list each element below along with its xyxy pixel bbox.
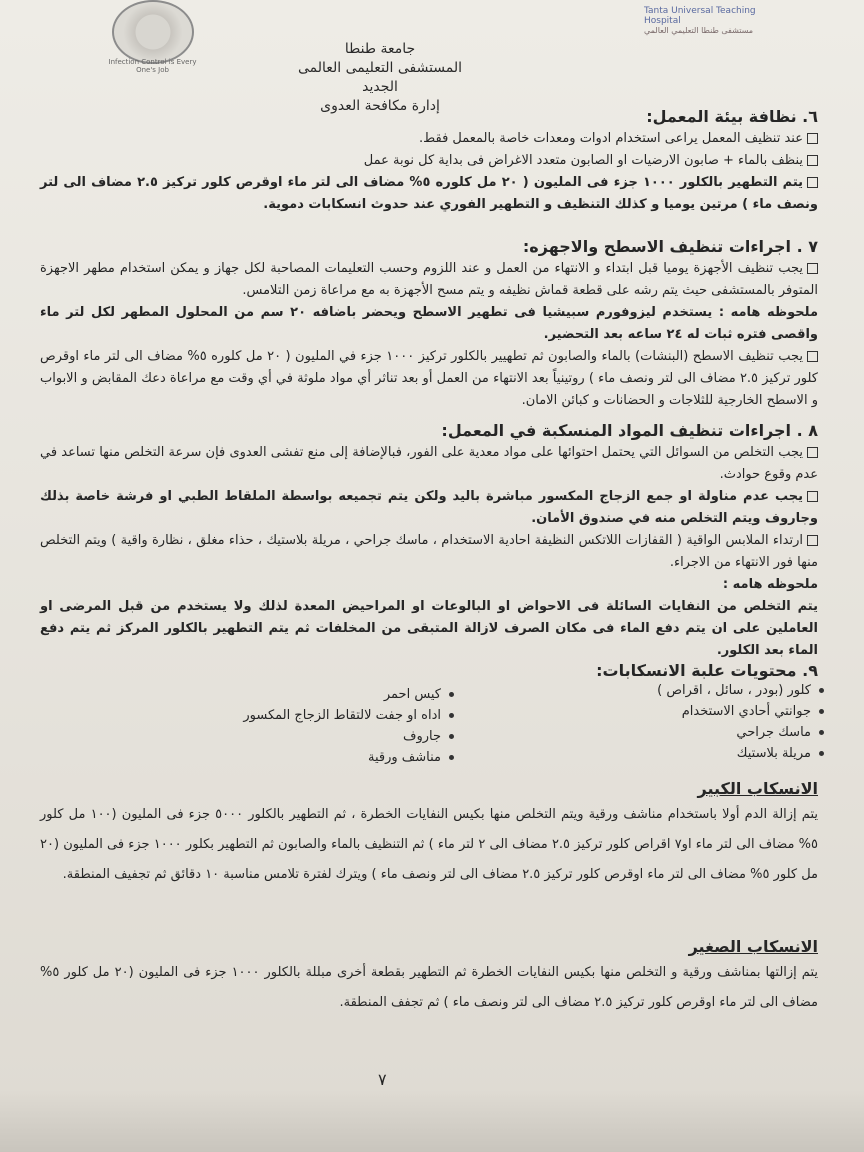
section-8-item-1: يجب التخلص من السوائل التي يحتمل احتوائها على مواد معدية على الفور، فبالإضافة إلى منع تفشى العدوى فإن سرعة التخلص منها تساعد في عدم وقوع حوادث.	[40, 445, 818, 482]
logo-line-2: مستشفى طنطا التعليمي العالمي	[644, 26, 754, 35]
bullet-icon	[449, 692, 454, 697]
hospital-name: المستشفى التعليمى العالمى الجديد	[297, 60, 463, 95]
page-number: ٧	[378, 1070, 387, 1089]
checkbox-icon	[807, 155, 818, 166]
section-7-item-1: يجب تنظيف الأجهزة يوميا قبل ابتداء و الانتهاء من العمل و عند اللزوم وحسب التعليمات المصاحبة لكل جهاز و يمكن استخدام مطهر الاجهزة المتوفر بالمستشفى حيث يتم رشه على قطعة قماش نظيفه و يتم مسح الأجهزة به مع مراعاة زمن التلامس.	[40, 261, 818, 298]
small-spill-title: الانسكاب الصغير	[688, 937, 818, 956]
department-name: إدارة مكافحة العدوى	[320, 98, 440, 114]
bullet-icon	[449, 755, 454, 760]
section-small-spill	[40, 936, 818, 1018]
infection-control-seal	[112, 0, 194, 64]
section-lab-cleaning	[40, 106, 818, 216]
big-spill-text: يتم إزالة الدم أولا باستخدام مناشف ورقية ويتم التخلص منها بكيس النفايات الخطرة ، ثم التطهير بالكلور ٥٠٠٠ جزء فى المليون (١٠٠ مل كلور ٥% مضاف الى لتر ماء او٧ اقراص كلور تركيز ٢.٥ مضاف الى ٢ لتر ماء ) ثم التنظيف بالماء والصابون ثم التطهير بكلور ١٠٠٠ جزء فى المليون (٢٠ مل كلور ٥% مضاف الى لتر ماء اوقرص كلور تركيز ٢.٥ مضاف الى لتر ونصف ماء ) ويترك لفترة تلامس مناسبة ١٠ دقائق ثم تجفيف المنطقة.	[40, 807, 818, 882]
section-8-note: يتم التخلص من النفايات السائلة فى الاحواض او البالوعات او المراحيض المعدة لذلك ولا يستخدم من قبل المرضى او العاملين على ان يتم دفع الماء فى مكان الصرف لازالة المتبقى من المخلفات ثم يتم التطهير بالكلور المركز ثم يتم دفع الماء بعد الكلور.	[40, 599, 818, 658]
document-header	[280, 40, 480, 116]
section-8-title: ٨ . اجراءات تنظيف المواد المنسكبة في المعمل:	[441, 421, 818, 440]
bullet-icon	[449, 734, 454, 739]
list-item: جاروف	[134, 726, 454, 747]
bullet-icon	[819, 688, 824, 693]
section-8-note-label: ملحوظه هامه :	[722, 577, 818, 592]
page-bottom-shadow	[0, 1090, 864, 1152]
section-surface-cleaning	[40, 236, 818, 412]
section-9-title: ٩. محتويات علبة الانسكابات:	[596, 661, 818, 680]
spill-kit-list-right	[504, 680, 824, 764]
list-item: ماسك جراحي	[504, 722, 824, 743]
checkbox-icon	[807, 133, 818, 144]
list-item: كلور (بودر ، سائل ، اقراص )	[504, 680, 824, 701]
section-8-item-3: ارتداء الملابس الواقية ( القفازات اللاتكس النظيفة احادية الاستخدام ، ماسك جراحي ، مريلة بلاستيك ، حذاء مغلق ، نظارة واقية ) ويتم التخلص منها فور الانتهاء من الاجراء.	[40, 533, 818, 570]
list-item: مناشف ورقية	[134, 747, 454, 768]
bullet-icon	[819, 730, 824, 735]
section-6-title: ٦. نظافة بيئة المعمل:	[646, 107, 818, 126]
checkbox-icon	[807, 263, 818, 274]
spill-kit-list-left	[134, 684, 454, 768]
checkbox-icon	[807, 447, 818, 458]
section-8-item-2: يجب عدم مناولة او جمع الزجاج المكسور مباشرة باليد ولكن يتم تجميعه بواسطة الملقاط الطبي او فرشة خاصة بذلك وجاروف ويتم التخلص منه في صندوق الأمان.	[40, 489, 818, 526]
bullet-icon	[819, 751, 824, 756]
checkbox-icon	[807, 351, 818, 362]
section-6-item-3: يتم التطهير بالكلور ١٠٠٠ جزء فى المليون ( ٢٠ مل كلوره ٥% مضاف الى لتر ماء اوقرص كلور تركيز ٢.٥ مضاف الى لتر ونصف ماء ) مرتين يوميا و كذلك التنظيف و التطهير الفوري عند حدوث انسكابات دموية.	[40, 175, 818, 212]
list-item: جوانتي أحادي الاستخدام	[504, 701, 824, 722]
checkbox-icon	[807, 535, 818, 546]
list-item: كيس احمر	[134, 684, 454, 705]
checkbox-icon	[807, 491, 818, 502]
small-spill-text: يتم إزالتها بمناشف ورقية و التخلص منها بكيس النفايات الخطرة ثم التطهير بقطعة أخرى مبللة بالكلور ١٠٠٠ جزء فى المليون (٢٠ مل كلور ٥% مضاف الى لتر ماء اوقرص كلور تركيز ٢.٥ مضاف الى لتر ونصف ماء ) ثم تجفف المنطقة.	[40, 965, 818, 1010]
list-item: مريلة بلاستيك	[504, 743, 824, 764]
section-spill-kit	[40, 660, 818, 682]
list-item: اداه او جفت لالتقاط الزجاج المكسور	[134, 705, 454, 726]
logo-line-1: Tanta Universal Teaching Hospital	[644, 6, 756, 26]
checkbox-icon	[807, 177, 818, 188]
section-6-item-1: عند تنظيف المعمل يراعى استخدام ادوات ومعدات خاصة بالمعمل فقط.	[40, 128, 818, 150]
section-7-item-2: يجب تنظيف الاسطح (البنشات) بالماء والصابون ثم تطهيير بالكلور تركيز ١٠٠٠ جزء في المليون ( ٢٠ مل كلوره ٥% مضاف الى لتر ماء اوقرص كلور تركيز ٢.٥ مضاف الى لتر ونصف ماء ) روتينياً بعد الانتهاء من العمل أو بعد تناثر أي مواد ملوثة في أي وقت مع مراعاة دعك المقابض و الابواب و الاسطح الخارجية للثلاجات و الحضانات و كبائن الامان.	[40, 349, 818, 408]
section-7-title: ٧ . اجراءات تنظيف الاسطح والاجهزه:	[522, 237, 818, 256]
big-spill-title: الانسكاب الكبير	[697, 779, 818, 798]
hospital-logo	[644, 6, 794, 46]
section-big-spill	[40, 778, 818, 890]
seal-caption: Infection Control is Every One's Job	[108, 58, 197, 74]
section-7-note: ملحوظه هامه : يستخدم ليزوفورم سبيشيا فى تطهير الاسطح ويحضر باضافه ٢٠ سم من المحلول المطهر لكل لتر ماء واقصى فتره ثبات له ٢٤ ساعه بعد التحضير.	[40, 305, 818, 342]
bullet-icon	[819, 709, 824, 714]
section-spill-cleaning	[40, 420, 818, 662]
section-6-item-2: ينظف بالماء + صابون الارضيات او الصابون متعدد الاغراض فى بداية كل نوبة عمل	[40, 150, 818, 172]
university-name: جامعة طنطا	[344, 41, 416, 57]
bullet-icon	[449, 713, 454, 718]
